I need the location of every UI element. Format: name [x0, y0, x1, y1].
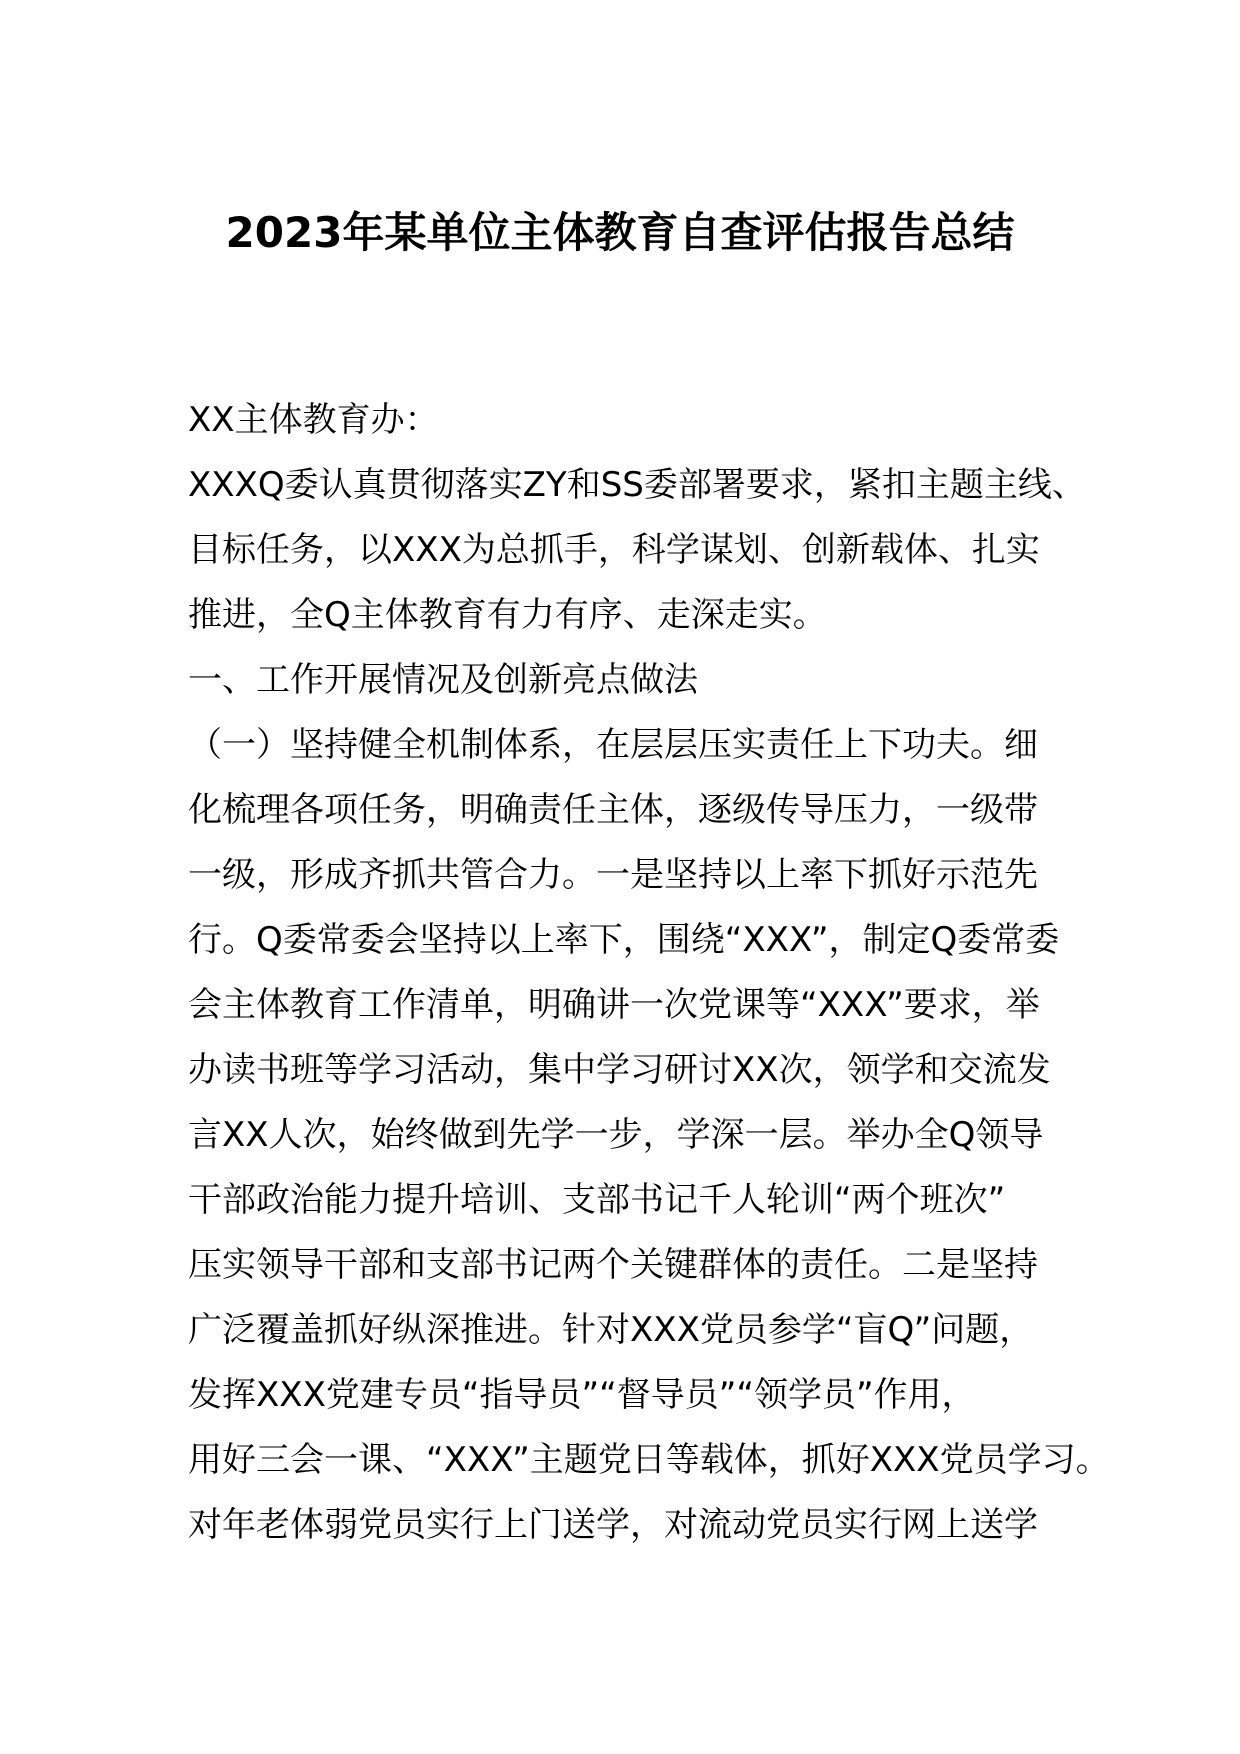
- body-line: 会主体教育工作清单，明确讲一次党课等“XXX”要求，举: [188, 985, 1040, 1025]
- section-heading: 一、工作开展情况及创新亮点做法: [188, 660, 698, 700]
- body-line: 行。Q委常委会坚持以上率下，围绕“XXX”，制定Q委常委: [188, 920, 1060, 960]
- body-line: 推进，全Q主体教育有力有序、走深走实。: [188, 595, 827, 635]
- body-line: 压实领导干部和支部书记两个关键群体的责任。二是坚持: [188, 1245, 1038, 1285]
- document-title: 2023年某单位主体教育自查评估报告总结: [225, 208, 1015, 257]
- body-line: 用好三会一课、“XXX”主题党日等载体，抓好XXX党员学习。: [188, 1440, 1110, 1480]
- body-line: 目标任务，以XXX为总抓手，科学谋划、创新载体、扎实: [188, 530, 1040, 570]
- body-line: 办读书班等学习活动，集中学习研讨XX次，领学和交流发: [188, 1050, 1051, 1090]
- body-line: （一）坚持健全机制体系，在层层压实责任上下功夫。细: [188, 725, 1038, 765]
- body-line: 发挥XXX党建专员“指导员”“督导员”“领学员”作用，: [188, 1375, 976, 1415]
- salutation-line: XX主体教育办：: [188, 400, 439, 440]
- body-line: 化梳理各项任务，明确责任主体，逐级传导压力，一级带: [188, 790, 1038, 830]
- body-line: 干部政治能力提升培训、支部书记千人轮训“两个班次”: [188, 1180, 1006, 1220]
- body-line: 广泛覆盖抓好纵深推进。针对XXX党员参学“盲Q”问题，: [188, 1310, 1034, 1350]
- body-line: XXXQ委认真贯彻落实ZY和SS委部署要求，紧扣主题主线、: [188, 465, 1086, 505]
- body-line: 对年老体弱党员实行上门送学，对流动党员实行网上送学: [188, 1505, 1038, 1545]
- document-body: [188, 388, 1110, 1558]
- body-line: 一级，形成齐抓共管合力。一是坚持以上率下抓好示范先: [188, 855, 1038, 895]
- body-line: 言XX人次，始终做到先学一步，学深一层。举办全Q领导: [188, 1115, 1044, 1155]
